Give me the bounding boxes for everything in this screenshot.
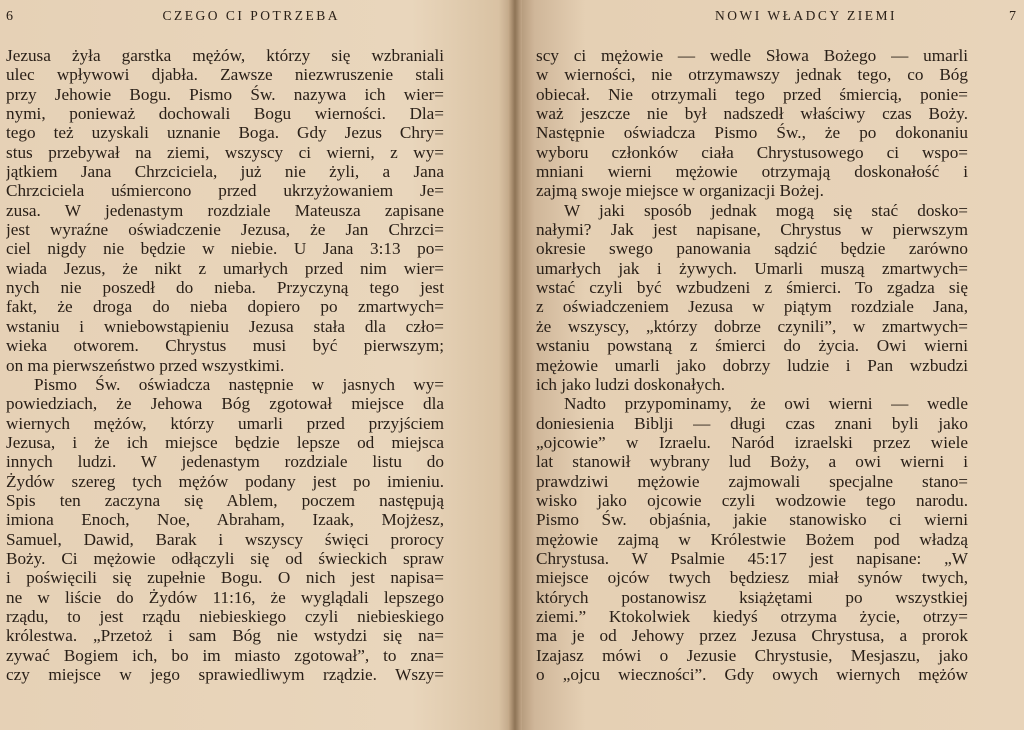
text-line: mężowie zajmą w Królestwie Bożem pod władzą xyxy=(536,529,968,549)
text-line: w wierności, nie otrzymawszy jednak tego, co Bóg xyxy=(536,65,968,85)
text-line: „ojcowie” w Izraelu. Naród izraelski przez wiele xyxy=(536,432,968,452)
text-line: innych ludzi. W jedenastym rozdziale listu do xyxy=(6,452,444,472)
text-line: W jaki sposób jednak mogą się stać dosko= xyxy=(564,200,968,220)
text-line: Izajasz mówi o Jezusie Chrystusie, Mesjaszu, jako xyxy=(536,645,968,665)
text-line: Spis ten zaczyna się Ablem, poczem następują xyxy=(6,490,444,510)
text-line: Nadto przypominamy, że owi wierni — wedle xyxy=(564,394,968,414)
text-line: czy miejsce w jego sprawiedliwym rządzie. Wszy= xyxy=(6,665,444,684)
text-line: Chrzciciela uśmiercono przed ukrzyżowaniem Je= xyxy=(6,181,444,201)
text-line: waż jeszcze nie był nadszedł właściwy czas Boży. xyxy=(536,104,968,124)
book-gutter xyxy=(508,0,522,730)
text-line: zywać Bogiem ich, bo im miasto zgotował”, to zna= xyxy=(6,645,444,665)
text-line: ne w liście do Żydów 11:16, że wyglądali lepszego xyxy=(6,587,444,607)
text-line: z oświadczeniem Jezusa w piątym rozdziale Jana, xyxy=(536,297,968,317)
text-line: okresie swego panowania sądzić będzie zarówno xyxy=(536,239,968,259)
text-line: mężowie umarli jako dobrzy ludzie i Pan wzbudzi xyxy=(536,355,968,375)
text-line: ulec wpływowi djabła. Zawsze niezwruszenie stali xyxy=(6,65,444,85)
left-running-head xyxy=(6,8,500,30)
text-line: i poświęcili się zupełnie Bogu. O nich jest napisa= xyxy=(6,568,444,588)
text-line: nych nie poszedł do nieba. Przyczyną tego jest xyxy=(6,278,444,298)
text-line: Następnie oświadcza Pismo Św., że po dokonaniu xyxy=(536,123,968,143)
text-line: umarłych jak i żywych. Umarli muszą zmartwych= xyxy=(536,258,968,278)
text-line: Żydów szereg tych mężów podany jest po imieniu. xyxy=(6,471,444,491)
text-line: Boży. Ci mężowie odłączyli się od świeckich spraw xyxy=(6,548,444,568)
text-line: ma je od Jehowy przez Jezusa Chrystusa, a prorok xyxy=(536,626,968,646)
text-line: Samuel, Dawid, Barak i wszyscy święci prorocy xyxy=(6,529,444,549)
text-line: ziemi.” Ktokolwiek kiedyś otrzyma życie, otrzy= xyxy=(536,606,968,626)
text-line: tego też uzyskali uznanie Boga. Gdy Jezus Chry= xyxy=(6,123,444,143)
right-running-head xyxy=(536,8,1016,30)
text-line: że wszyscy, „którzy dobrze czynili”, w zmartwych= xyxy=(536,316,968,336)
text-line: jest wyraźne oświadczenie Jezusa, że Jan Chrzci= xyxy=(6,220,444,240)
left-page-number: 6 xyxy=(6,9,13,24)
text-line: obiecał. Nie otrzymali tego przed śmiercią, ponie= xyxy=(536,84,968,104)
text-line: wieka otworem. Chrystus musi być pierwszym; xyxy=(6,336,444,356)
right-page-number: 7 xyxy=(1009,9,1016,24)
text-line: Jezusa żyła garstka mężów, którzy się wzbraniali xyxy=(6,46,444,65)
text-line: zajmą swoje miejsce w organizacji Bożej. xyxy=(536,181,824,201)
text-line: Chrystusa. W Psalmie 45:17 jest napisane: „W xyxy=(536,548,968,568)
right-page-text xyxy=(536,46,1016,684)
text-line: powiedziach, że Jehowa Bóg zgotował miejsce dla xyxy=(6,394,444,414)
text-line: prawdziwi mężowie zajmowali specjalne stano= xyxy=(536,471,968,491)
text-line: wiernych mężów, którzy umarli przed przyjściem xyxy=(6,413,444,433)
text-line: nymi, ponieważ dochowali Bogu wierności. Dla= xyxy=(6,104,444,124)
text-line: rządu, to jest rządu niebieskiego czyli niebieskiego xyxy=(6,606,444,626)
text-line: jątkiem Jana Chrzciciela, już nie żyli, a Jana xyxy=(6,162,444,182)
text-line: stus przebywał na ziemi, wszyscy ci wierni, z wy= xyxy=(6,142,444,162)
text-line: Jezusa, i że ich miejsce będzie lepsze od miejsca xyxy=(6,432,444,452)
text-line: ciel nigdy nie będzie w niebie. U Jana 3:13 po= xyxy=(6,239,444,259)
text-line: on ma pierwszeństwo przed wszystkimi. xyxy=(6,355,285,375)
text-line: fakt, że droga do nieba dopiero po zmartwych= xyxy=(6,297,444,317)
text-line: o „ojcu wieczności”. Gdy owych wiernych mężów xyxy=(536,665,968,684)
text-line: mniani wierni mężowie otrzymają doskonałość i xyxy=(536,162,968,182)
text-line: wstaniu powstaną z śmierci do życia. Owi wierni xyxy=(536,336,968,356)
text-line: Pismo Św. oświadcza następnie w jasnych wy= xyxy=(34,374,444,394)
text-line: nałymi? Jak jest napisane, Chrystus w pierwszym xyxy=(536,220,968,240)
text-line: których postanowisz książętami po wszystkiej xyxy=(536,587,968,607)
text-line: Pismo Św. objaśnia, jakie stanowisko ci wierni xyxy=(536,510,968,530)
text-line: imiona Enoch, Noe, Abraham, Izaak, Mojżesz, xyxy=(6,510,444,530)
text-line: wyboru członków ciała Chrystusowego ci wspo= xyxy=(536,142,968,162)
text-line: zusa. W jedenastym rozdziale Mateusza zapisane xyxy=(6,200,444,220)
text-line: przy Jehowie Bogu. Pismo Św. nazywa ich wier= xyxy=(6,84,444,104)
right-page xyxy=(514,0,1024,730)
text-line: ich jako ludzi doskonałych. xyxy=(536,374,726,394)
text-line: lat stanowił wybrany lud Boży, a owi wierni i xyxy=(536,452,968,472)
text-line: wstaniu i wniebowstąpieniu Jezusa stała dla czło= xyxy=(6,316,444,336)
text-line: wstać czyli być wzbudzeni z śmierci. To zgadza się xyxy=(536,278,968,298)
left-running-head-title: CZEGO CI POTRZEBA xyxy=(162,8,340,23)
text-line: doniesienia Biblji — długi czas znani byli jako xyxy=(536,413,968,433)
text-line: królestwa. „Przetoż i sam Bóg nie wstydzi się na= xyxy=(6,626,444,646)
text-line: scy ci mężowie — wedle Słowa Bożego — umarli xyxy=(536,46,968,65)
text-line: wiada Jezus, że nikt z umarłych przed nim wier= xyxy=(6,258,444,278)
right-running-head-title: NOWI WŁADCY ZIEMI xyxy=(715,8,897,23)
left-page-text xyxy=(6,46,500,684)
text-line: wisko jako ojcowie czyli wodzowie tego narodu. xyxy=(536,490,968,510)
text-line: miejsce ojców twych będziesz miał synów twych, xyxy=(536,568,968,588)
